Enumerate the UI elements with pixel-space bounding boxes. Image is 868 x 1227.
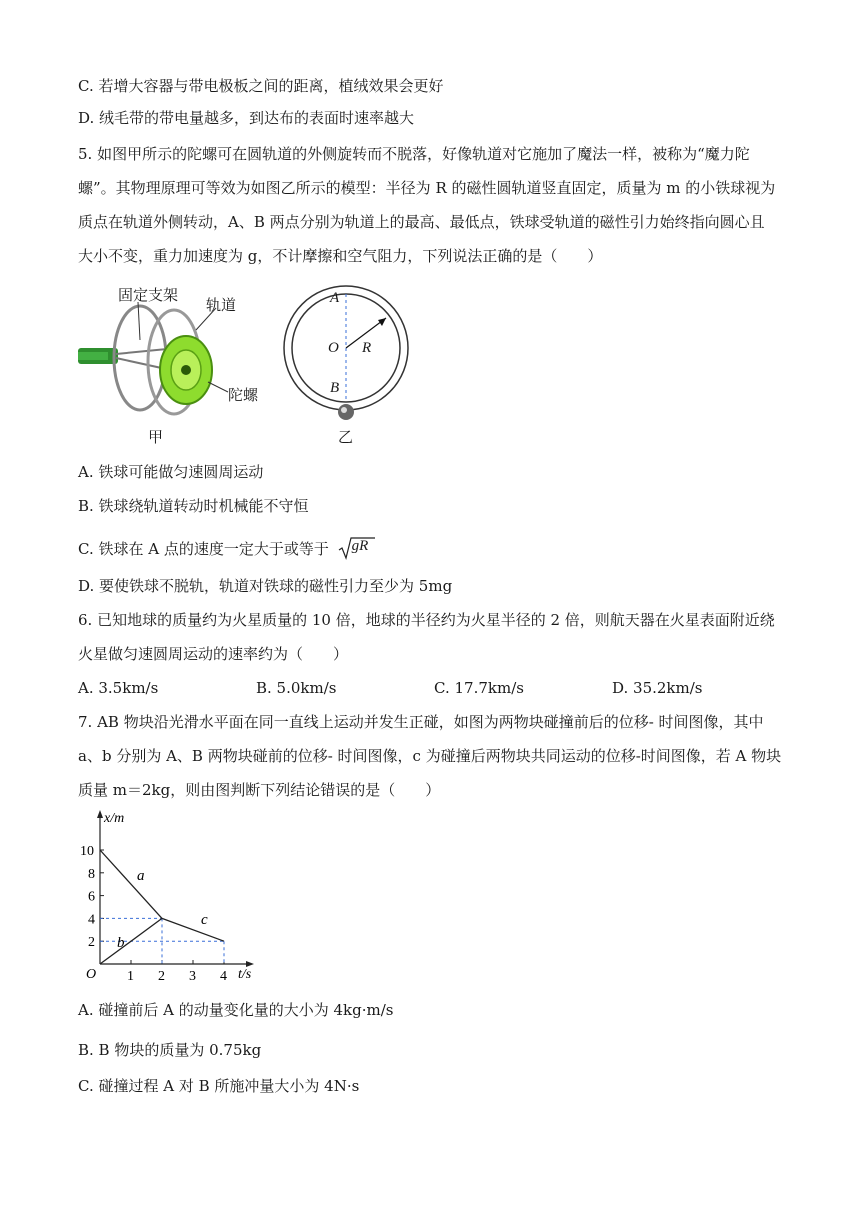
q7-option-c: C. 碰撞过程 A 对 B 所施冲量大小为 4N·s: [78, 1077, 360, 1095]
q7-stem-line3: 质量 m＝2kg，则由图判断下列结论错误的是（ ）: [78, 781, 441, 799]
series-line-a: [100, 850, 162, 918]
y-axis-label: x/m: [104, 811, 125, 826]
y-tick-label: 2: [88, 935, 95, 951]
y-tick-label: 10: [80, 844, 94, 859]
q5-option-c: [78, 536, 376, 560]
q6-option-b: B. 5.0km/s: [256, 679, 337, 697]
q6-stem-line2: 火星做匀速圆周运动的速率约为（ ）: [78, 645, 349, 663]
q6-option-a: A. 3.5km/s: [78, 679, 159, 697]
sqrt-gr: [338, 536, 376, 560]
q5-option-d: D. 要使铁球不脱轨，轨道对铁球的磁性引力至少为 5mg: [78, 577, 453, 595]
q7-option-a: A. 碰撞前后 A 的动量变化量的大小为 4kg·m/s: [78, 1001, 394, 1019]
q5-stem-line4: 大小不变，重力加速度为 g，不计摩擦和空气阻力，下列说法正确的是（ ）: [78, 247, 603, 265]
y-tick-label: 6: [88, 889, 95, 905]
q7-stem-line1: 7. AB 物块沿光滑水平面在同一直线上运动并发生正碰，如图为两物块碰撞前后的位移- 时间图像，其中: [78, 713, 764, 731]
q7-stem-line2: a、b 分别为 A、B 两物块碰前的位移- 时间图像，c 为碰撞后两物块共同运动的位移-时间图像，若 A 物块: [78, 747, 782, 765]
origin-label: O: [86, 967, 97, 982]
point-b-label: B: [330, 380, 340, 396]
q5-stem-line2: 螺”。其物理原理可等效为如图乙所示的模型：半径为 R 的磁性圆轨道竖直固定，质量为 m 的小铁球视为: [78, 179, 776, 197]
label-track: 轨道: [206, 296, 237, 314]
series-label-a: a: [137, 868, 145, 885]
q6-option-d: D. 35.2km/s: [612, 679, 703, 697]
x-tick-label: 3: [189, 969, 196, 984]
q5-stem-line1: 5. 如图甲所示的陀螺可在圆轨道的外侧旋转而不脱落，好像轨道对它施加了魔法一样，被称为“魔力陀: [78, 145, 750, 163]
radius-r-label: R: [362, 340, 372, 356]
figure-yi-caption: 乙: [338, 428, 354, 446]
xt-graph: [78, 808, 278, 988]
series-label-c: c: [201, 911, 208, 928]
figure-jia-caption: 甲: [148, 428, 164, 446]
q7-option-b: B. B 物块的质量为 0.75kg: [78, 1041, 262, 1059]
q4-option-d: D. 绒毛带的带电量越多，到达布的表面时速率越大: [78, 109, 415, 127]
circular-track-diagram: [282, 280, 418, 450]
q5-option-a: A. 铁球可能做匀速圆周运动: [78, 463, 264, 481]
x-tick-label: 1: [127, 969, 134, 984]
series-label-b: b: [117, 935, 125, 952]
center-o-label: O: [328, 340, 339, 356]
q5-option-c-text: C. 铁球在 A 点的速度一定大于或等于: [78, 540, 329, 558]
y-tick-label: 8: [88, 866, 95, 882]
x-tick-label: 4: [220, 969, 227, 984]
q5-option-b: B. 铁球绕轨道转动时机械能不守恒: [78, 497, 309, 515]
figure-jia: [78, 280, 278, 450]
q6-option-c: C. 17.7km/s: [434, 679, 524, 697]
gyroscope-illustration: [78, 280, 278, 450]
xt-chart-svg: [78, 808, 278, 988]
y-tick-label: 4: [88, 912, 95, 928]
label-fixed-support: 固定支架: [118, 286, 179, 304]
series-line-c: [162, 918, 224, 941]
y-axis-arrow: [97, 810, 103, 818]
figure-yi: [282, 280, 418, 450]
q5-stem-line3: 质点在轨道外侧转动，A、B 两点分别为轨道上的最高、最低点，铁球受轨道的磁性引力始终指向圆心且: [78, 213, 765, 231]
sqrt-radicand: gR: [351, 538, 369, 554]
label-gyroscope: 陀螺: [228, 386, 259, 404]
x-tick-label: 2: [158, 969, 165, 984]
series-line-b: [100, 918, 162, 964]
x-axis-label: t/s: [238, 967, 252, 982]
q6-stem-line1: 6. 已知地球的质量约为火星质量的 10 倍，地球的半径约为火星半径的 2 倍，则航天器在火星表面附近绕: [78, 611, 775, 629]
point-a-label: A: [330, 290, 340, 306]
q4-option-c: C. 若增大容器与带电极板之间的距离，植绒效果会更好: [78, 77, 444, 95]
